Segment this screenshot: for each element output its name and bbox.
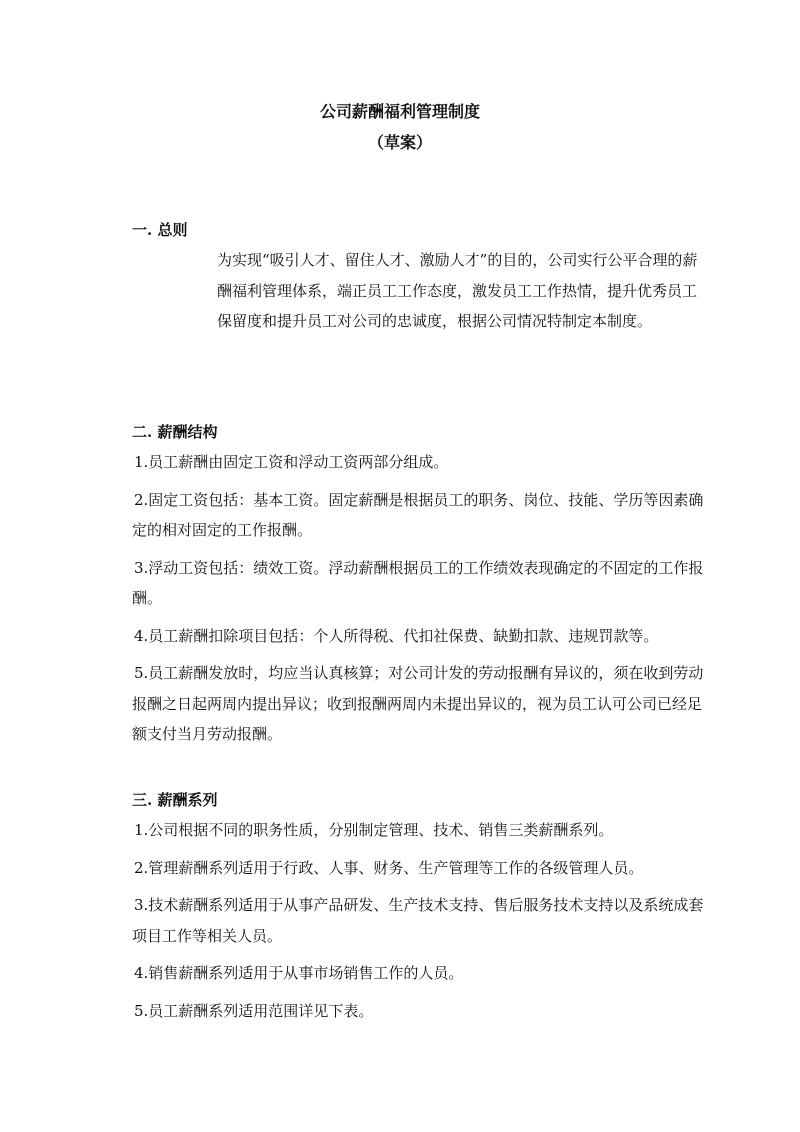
list-item: 4.员工薪酬扣除项目包括：个人所得税、代扣社保费、缺勤扣款、违规罚款等。 (134, 626, 659, 645)
list-item: 5.员工薪酬发放时，均应当认真核算；对公司计发的劳动报酬有异议的，须在收到劳动报酬之日起两周内提出异议；收到报酬两周内未提出异议的，视为员工认可公司已经足额支付当月劳动报酬。 (132, 664, 704, 743)
list-item: 4.销售薪酬系列适用于从事市场销售工作的人员。 (134, 964, 464, 982)
document-title: 公司薪酬福利管理制度 (319, 102, 480, 121)
list-item: 2.固定工资包括：基本工资。固定薪酬是根据员工的职务、岗位、技能、学历等因素确定的相对固定的工作报酬。 (132, 490, 704, 539)
section-heading-general: 一. 总则 (132, 221, 188, 239)
section-heading-salary-series: 三. 薪酬系列 (132, 791, 218, 809)
section-heading-salary-structure: 二. 薪酬结构 (132, 423, 218, 441)
section-salary-series-body (132, 815, 712, 1033)
section-salary-structure-body (132, 447, 712, 757)
list-item: 3.技术薪酬系列适用于从事产品研发、生产技术支持、售后服务技术支持以及系统成套项目工作等相关人员。 (132, 896, 704, 945)
list-item: 2.管理薪酬系列适用于行政、人事、财务、生产管理等工作的各级管理人员。 (134, 858, 644, 877)
list-item: 3.浮动工资包括：绩效工资。浮动薪酬根据员工的工作绩效表现确定的不固定的工作报酬。 (132, 558, 704, 607)
list-item: 1.员工薪酬由固定工资和浮动工资两部分组成。 (134, 453, 449, 471)
section-general-body (217, 245, 705, 337)
list-item: 5.员工薪酬系列适用范围详见下表。 (134, 1001, 374, 1020)
document-subtitle: （草案） (367, 133, 432, 152)
list-item: 1.公司根据不同的职务性质，分别制定管理、技术、销售三类薪酬系列。 (134, 821, 614, 839)
paragraph: 为实现“吸引人才、留住人才、激励人才”的目的，公司实行公平合理的薪酬福利管理体系，端正员工工作态度，激发员工工作热情，提升优秀员工保留度和提升员工对公司的忠诚度，根据公司情况特制定本制度。 (217, 251, 698, 330)
